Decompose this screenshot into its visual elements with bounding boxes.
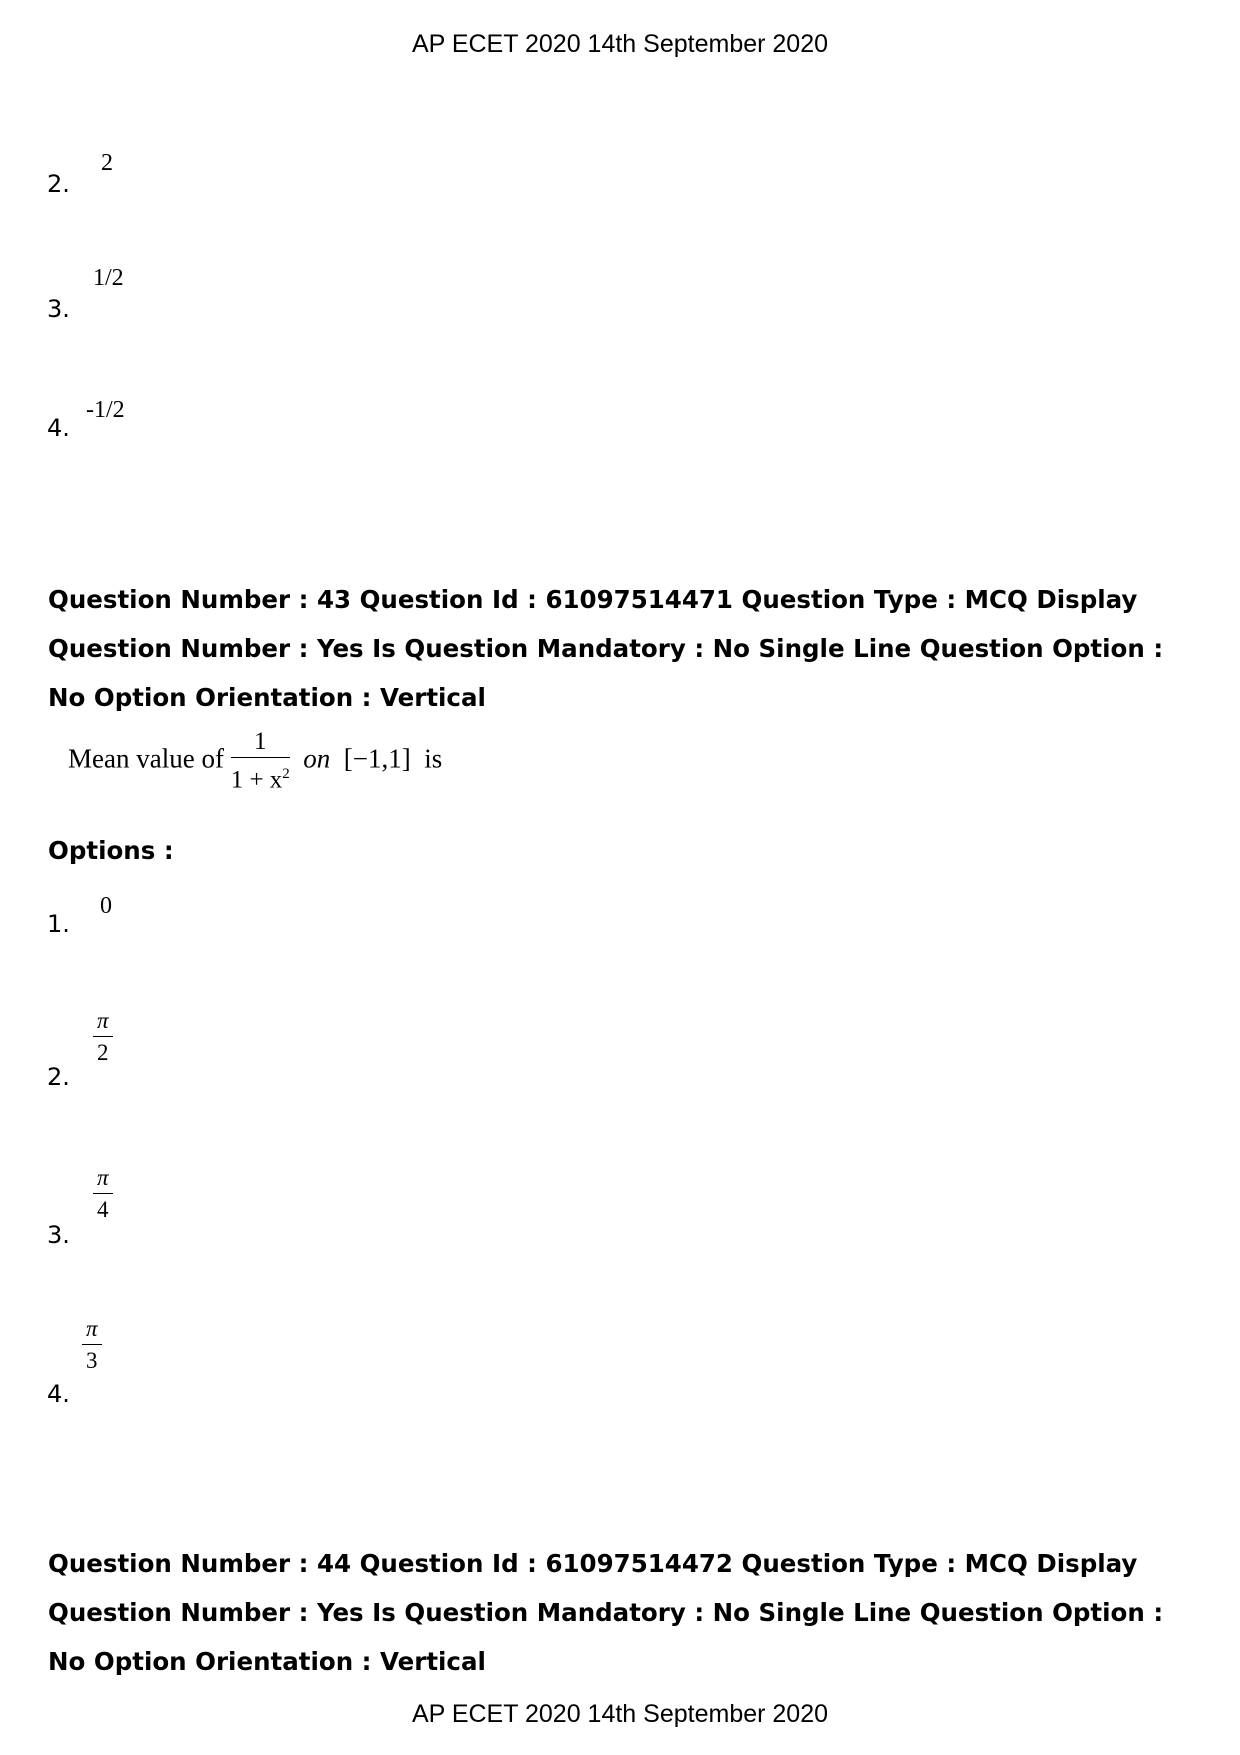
stem-interval: [−1,1] (343, 743, 411, 774)
fraction-numerator: π (93, 1164, 113, 1194)
stem-on: on (303, 743, 331, 774)
fraction-numerator: π (93, 1007, 113, 1037)
option-number: 2. (47, 170, 70, 198)
stem-suffix: is (424, 743, 443, 774)
option-fraction (93, 1007, 113, 1067)
option-number: 1. (47, 910, 70, 938)
option-value: 2 (101, 150, 113, 176)
stem-fraction (231, 728, 290, 794)
fraction-denominator: 4 (97, 1197, 109, 1222)
option-number: 3. (47, 1221, 70, 1249)
option-number: 3. (47, 295, 70, 323)
question-43-meta: Question Number : 43 Question Id : 61097514471 Question Type : MCQ Display Question Number : Yes Is Question Mandatory : No Single Line Question Option : No Option Orientation : Vertical (48, 585, 1164, 712)
option-value (82, 1315, 102, 1375)
stem-prefix: Mean value of (68, 743, 224, 774)
question-43-stem (68, 728, 442, 794)
page-footer: AP ECET 2020 14th September 2020 (411, 1700, 829, 1728)
page-header: AP ECET 2020 14th September 2020 (411, 30, 829, 58)
option-value (93, 1007, 113, 1067)
option-number: 2. (47, 1063, 70, 1091)
fraction-denominator: 2 (97, 1040, 109, 1065)
option-value (93, 1164, 113, 1224)
option-number: 4. (47, 414, 70, 442)
stem-fraction-numerator: 1 (231, 728, 290, 758)
fraction-numerator: π (82, 1315, 102, 1345)
stem-denominator-base: 1 + x (230, 766, 283, 794)
option-value: -1/2 (86, 397, 125, 423)
stem-exponent: 2 (282, 766, 290, 782)
option-value: 1/2 (93, 265, 124, 291)
stem-fraction-denominator (231, 758, 290, 794)
option-fraction (82, 1315, 102, 1375)
option-fraction (93, 1164, 113, 1224)
question-44-meta: Question Number : 44 Question Id : 61097514472 Question Type : MCQ Display Question Number : Yes Is Question Mandatory : No Single Line Question Option : No Option Orientation : Vertical (48, 1549, 1164, 1676)
fraction-denominator: 3 (86, 1348, 98, 1373)
options-label: Options : (48, 836, 174, 865)
option-number: 4. (47, 1380, 70, 1408)
option-value: 0 (100, 893, 112, 919)
